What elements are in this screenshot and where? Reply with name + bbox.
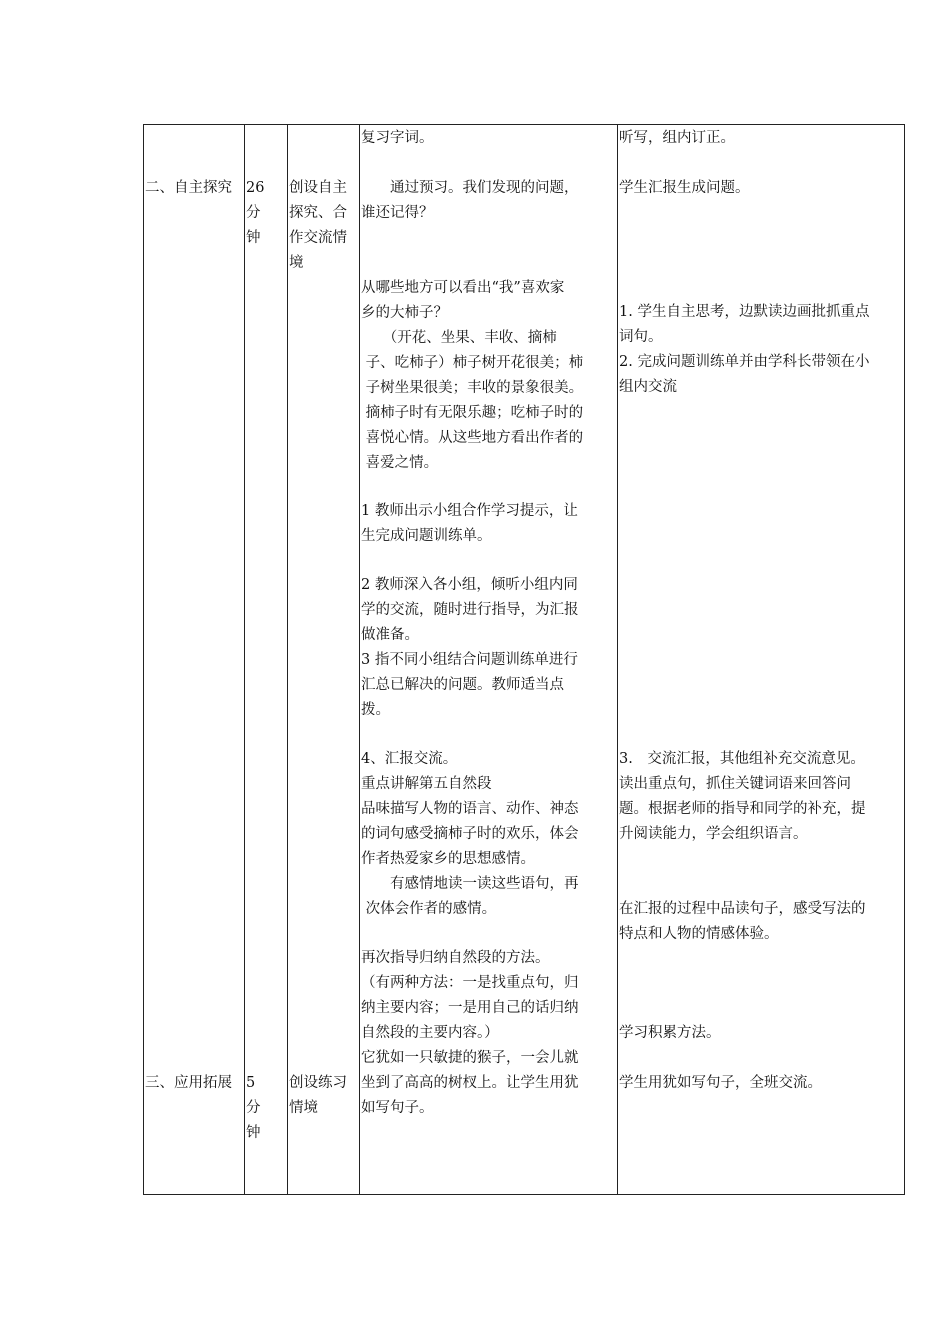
explore-teacher-p5: 4、汇报交流。 重点讲解第五自然段 品味描写人物的语言、动作、神态 的词句感受摘柿子时的欢乐，体会 作者热爱家乡的思想感情。 有感情地读一读这些语句，再 次体会作者的感情。	[361, 751, 579, 917]
column-divider-1	[244, 124, 245, 1195]
explore-teacher-p6: 再次指导归纳自然段的方法。 （有两种方法：一是找重点句，归 纳主要内容；一是用自己的话归纳 自然段的主要内容。）	[361, 950, 579, 1041]
explore-time: 26 分 钟	[246, 180, 265, 246]
explore-stage-label: 二、自主探究	[145, 180, 232, 196]
apply-stage-label: 三、应用拓展	[145, 1075, 232, 1091]
explore-student-p4: 在汇报的过程中品读句子，感受写法的 特点和人物的情感体验。	[619, 901, 866, 942]
apply-student-activity: 学生用犹如写句子，全班交流。	[619, 1075, 822, 1091]
review-teacher-activity: 复习字词。	[361, 130, 434, 146]
explore-teacher-p4: 2 教师深入各小组，倾听小组内同 学的交流，随时进行指导，为汇报 做准备。 3 指不同小组结合问题训练单进行 汇总已解决的问题。教师适当点 拨。	[361, 577, 579, 718]
explore-teacher-p1: 通过预习。我们发现的问题， 谁还记得？	[361, 180, 579, 221]
explore-student-p5: 学习积累方法。	[619, 1025, 721, 1041]
explore-student-p3: 3. 交流汇报，其他组补充交流意见。 读出重点句，抓住关键词语来回答问 题。根据老师的指导和同学的补充，提 升阅读能力，学会组织语言。	[619, 751, 866, 842]
apply-method: 创设练习 情境	[289, 1075, 347, 1116]
explore-student-p1: 学生汇报生成问题。	[619, 180, 750, 196]
column-divider-4	[617, 124, 618, 1195]
explore-student-p2: 1. 学生自主思考，边默读边画批抓重点 词句。 2. 完成问题训练单并由学科长带领在小 组内交流	[619, 304, 870, 395]
apply-teacher-activity: 它犹如一只敏捷的猴子，一会儿就 坐到了高高的树杈上。让学生用犹 如写句子。	[361, 1050, 579, 1116]
explore-method: 创设自主 探究、合 作交流情 境	[289, 180, 347, 271]
column-divider-2	[287, 124, 288, 1195]
explore-teacher-p3: 1 教师出示小组合作学习提示，让 生完成问题训练单。	[361, 503, 578, 544]
apply-time: 5 分 钟	[246, 1075, 261, 1141]
explore-teacher-p2: 从哪些地方可以看出“我”喜欢家 乡的大柿子？ （开花、坐果、丰收、摘柿 子、吃柿子）柿子树开花很美；柿 子树坐果很美；丰收的景象很美。 摘柿子时有无限乐趣；吃柿子时的 喜悦心情。从这些地方看出作者的 喜爱之情。	[361, 280, 584, 471]
review-student-activity: 听写，组内订正。	[619, 130, 735, 146]
column-divider-3	[359, 124, 360, 1195]
